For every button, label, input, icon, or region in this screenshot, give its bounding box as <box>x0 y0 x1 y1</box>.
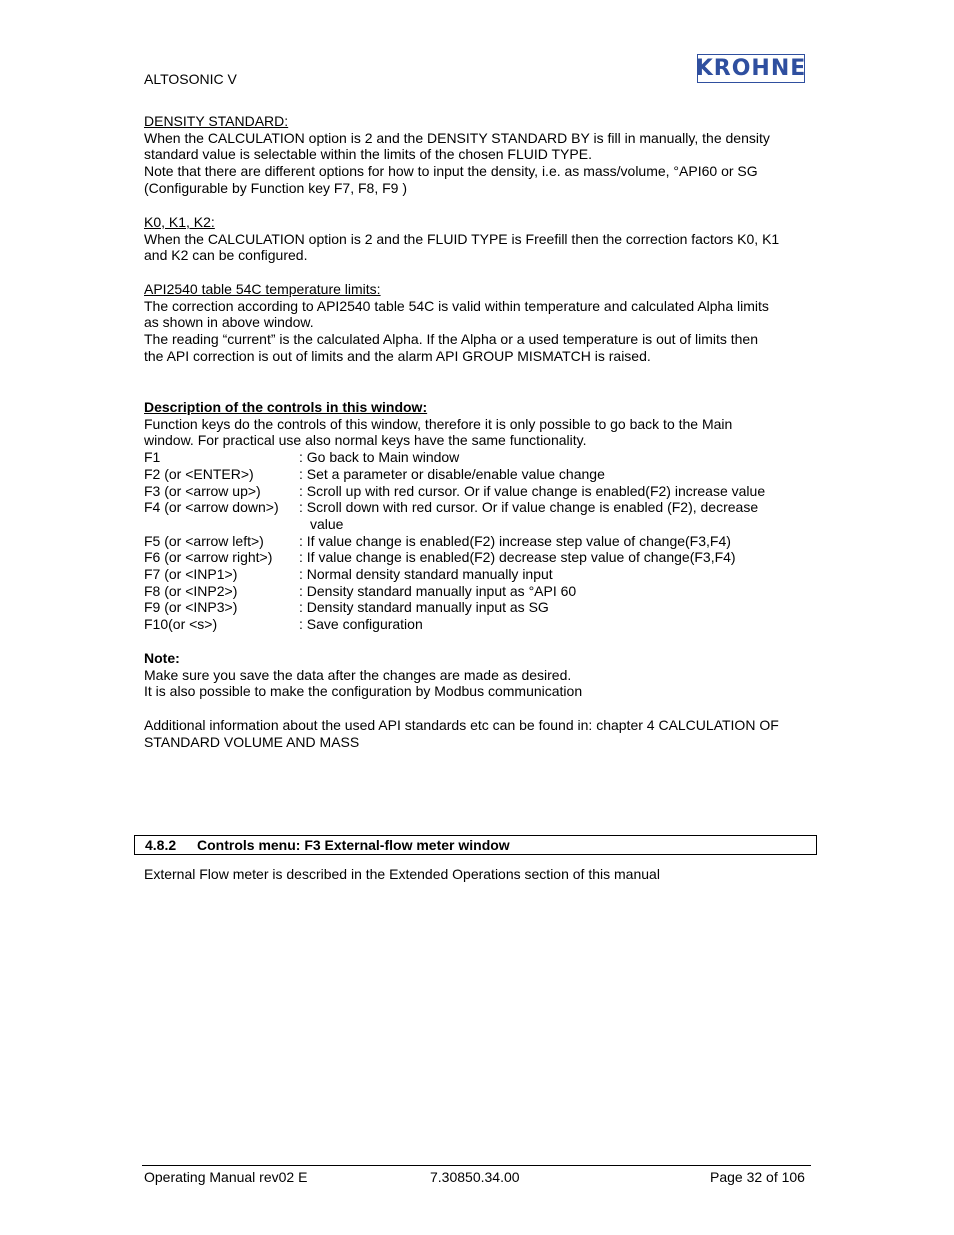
function-key-description: : If value change is enabled(F2) decrease step value of change(F3,F4) <box>299 549 736 565</box>
function-key-label: F8 (or <INP2>) <box>144 583 238 599</box>
function-key-label: F6 (or <arrow right>) <box>144 549 273 565</box>
function-key-description: : Scroll down with red cursor. Or if value change is enabled (F2), decrease <box>299 499 759 515</box>
function-key-description: : Scroll up with red cursor. Or if value change is enabled(F2) increase value <box>299 483 766 499</box>
function-key-label: F1 <box>144 449 161 465</box>
k-factors-heading: K0, K1, K2: <box>144 214 215 230</box>
section-title: Controls menu: F3 External-flow meter window <box>197 837 510 853</box>
function-key-description: : Density standard manually input as °API 60 <box>299 583 577 599</box>
function-key-description: : Set a parameter or disable/enable value change <box>299 466 605 482</box>
api-limits-line: The reading “current” is the calculated Alpha. If the Alpha or a used temperature is out of limits then <box>144 331 759 348</box>
function-key-description: : Density standard manually input as SG <box>299 599 549 615</box>
density-standard-section <box>144 113 814 197</box>
k-factors-line: and K2 can be configured. <box>144 247 308 264</box>
api-limits-line: The correction according to API2540 table 54C is valid within temperature and calculated Alpha limits <box>144 297 769 314</box>
function-key-description: : Save configuration <box>299 616 423 632</box>
density-standard-line: Note that there are different options for how to input the density, i.e. as mass/volume, °API60 or SG <box>144 163 758 180</box>
logo-text: KROHNE <box>695 55 807 81</box>
k-factors-section <box>144 214 814 264</box>
section-heading <box>134 835 817 855</box>
controls-line: window. For practical use also normal keys have the same functionality. <box>144 432 587 449</box>
footer-manual-revision: Operating Manual rev02 E <box>144 1169 308 1185</box>
note-section <box>144 650 814 700</box>
function-key-label: F2 (or <ENTER>) <box>144 466 254 482</box>
controls-section <box>144 399 814 449</box>
function-key-label: F10(or <s>) <box>144 616 218 632</box>
function-key-label: F4 (or <arrow down>) <box>144 499 279 515</box>
density-standard-line: When the CALCULATION option is 2 and the DENSITY STANDARD BY is fill in manually, the density <box>144 129 770 146</box>
document-title: ALTOSONIC V <box>144 71 237 87</box>
function-key-label: F5 (or <arrow left>) <box>144 533 264 549</box>
additional-info-line: STANDARD VOLUME AND MASS <box>144 733 360 750</box>
function-key-label: F7 (or <INP1>) <box>144 566 238 582</box>
api-limits-heading: API2540 table 54C temperature limits: <box>144 281 381 297</box>
note-heading: Note: <box>144 650 180 666</box>
section-body: External Flow meter is described in the Extended Operations section of this manual <box>144 866 660 882</box>
function-key-description: : If value change is enabled(F2) increase step value of change(F3,F4) <box>299 533 731 549</box>
function-key-label: F9 (or <INP3>) <box>144 599 238 615</box>
footer-document-number: 7.30850.34.00 <box>430 1169 520 1185</box>
controls-heading: Description of the controls in this window: <box>144 399 428 415</box>
function-key-description: : Normal density standard manually input <box>299 566 553 582</box>
krohne-logo <box>697 54 805 83</box>
function-key-label: F3 (or <arrow up>) <box>144 483 261 499</box>
density-standard-heading: DENSITY STANDARD: <box>144 113 289 129</box>
density-standard-line: standard value is selectable within the limits of the chosen FLUID TYPE. <box>144 146 592 163</box>
note-line: It is also possible to make the configuration by Modbus communication <box>144 683 583 700</box>
section-number: 4.8.2 <box>145 837 177 853</box>
api-limits-section <box>144 281 814 365</box>
function-key-description: : Go back to Main window <box>299 449 460 465</box>
footer-divider <box>142 1165 811 1166</box>
additional-info <box>144 717 814 750</box>
api-limits-line: as shown in above window. <box>144 314 314 331</box>
additional-info-line: Additional information about the used API standards etc can be found in: chapter 4 CALCULATION OF <box>144 717 779 733</box>
function-key-description-continued: value <box>310 516 344 532</box>
controls-line: Function keys do the controls of this window, therefore it is only possible to go back to the Main <box>144 415 733 432</box>
note-line: Make sure you save the data after the changes are made as desired. <box>144 666 572 683</box>
density-standard-line: (Configurable by Function key F7, F8, F9 ) <box>144 179 407 196</box>
footer-page-number: Page 32 of 106 <box>710 1169 805 1185</box>
api-limits-line: the API correction is out of limits and the alarm API GROUP MISMATCH is raised. <box>144 347 651 364</box>
k-factors-line: When the CALCULATION option is 2 and the FLUID TYPE is Freefill then the correction factors K0, K1 <box>144 230 780 247</box>
